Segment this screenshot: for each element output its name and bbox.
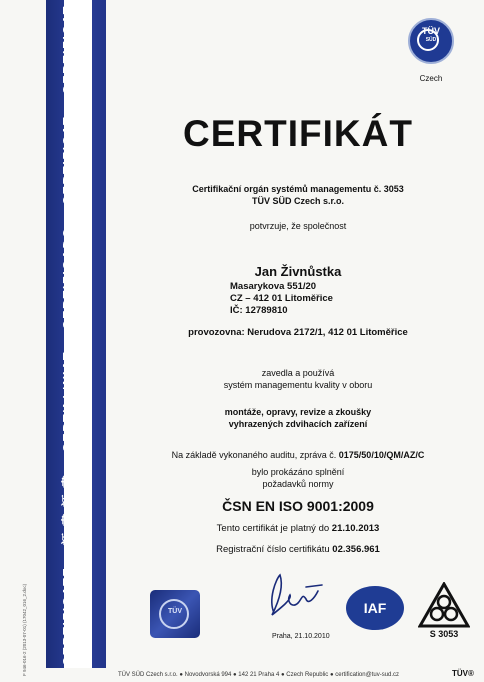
signature-place-date: Praha, 21.10.2010 (272, 633, 330, 640)
issuer-line-1: Certifikační orgán systémů managementu č. 3053 (192, 184, 404, 194)
scope-line-2: vyhrazených zdvihacích zařízení (228, 419, 368, 429)
audit-report-number: 0175/50/10/QM/AZ/C (338, 450, 425, 460)
audit-result-block (128, 466, 468, 490)
confirms-text: potvrzuje, že společnost (249, 221, 347, 231)
company-city: CZ – 412 01 Litoměřice (230, 293, 333, 304)
validity-date: 21.10.2013 (331, 523, 380, 534)
registration-line (128, 544, 468, 555)
logo-mark-text: TÜV (422, 26, 440, 36)
company-address (230, 281, 430, 317)
document-form-code: F 946-016-2 (2013-07-01) (17042_016_2.doc) (22, 583, 27, 676)
iaf-logo (346, 586, 404, 632)
company-name: Jan Živnůstka (254, 264, 342, 279)
company-premises: provozovna: Nerudova 2172/1, 412 01 Litoměřice (188, 327, 408, 338)
logo-sub-text: SÜD (425, 37, 437, 43)
company-ic: IČ: 12789810 (230, 305, 288, 316)
audit-prefix: Na základě vykonaného auditu, zpráva č. (171, 450, 337, 460)
footer-address: TÜV SÜD Czech s.r.o. ● Novodvorská 994 ● 142 21 Praha 4 ● Czech Republic ● certification@tuv-sud.cz (118, 672, 400, 678)
system-block (128, 367, 468, 391)
standard-name: ČSN EN ISO 9001:2009 (222, 498, 374, 514)
accreditation-triangle-icon (418, 582, 470, 630)
scope-block (128, 406, 468, 430)
audit-line (128, 449, 468, 461)
tuv-hologram-badge (150, 590, 200, 638)
system-line-1: zavedla a používá (261, 368, 335, 378)
logo-caption: Czech (419, 74, 443, 83)
certificate-title: CERTIFIKÁT (183, 113, 413, 154)
audit-line-2: bylo prokázáno splnění (251, 467, 345, 477)
decorative-side-band (46, 0, 106, 668)
tuv-sud-logo (404, 18, 458, 90)
audit-line-3: požadavků normy (262, 479, 334, 489)
iaf-text: IAF (363, 600, 387, 616)
registration-prefix: Registrační číslo certifikátu (216, 544, 330, 555)
issuer-block (128, 183, 468, 207)
registration-number: 02.356.961 (332, 544, 380, 555)
validity-prefix: Tento certifikát je platný do (216, 523, 330, 534)
scope-line-1: montáže, opravy, revize a zkoušky (224, 407, 372, 417)
system-line-2: systém managementu kvality v oboru (223, 380, 373, 390)
accreditation-number: S 3053 (429, 629, 459, 639)
accreditation-logo (418, 582, 470, 642)
side-band-text: CERTIFICATE ◆ 証 書 証 書 ◆ СЕРТИФИКАТ ◆ CERTIFICADO ◆ CERTIFICAT ◆ CERTIFICAT (61, 5, 75, 666)
footer-tuv-mark: TÜV® (452, 669, 474, 678)
company-street: Masarykova 551/20 (230, 281, 317, 292)
validity-line (128, 523, 468, 534)
issuer-line-2: TÜV SÜD Czech s.r.o. (251, 196, 345, 206)
handwritten-signature (262, 569, 332, 625)
hologram-label: TÜV (168, 608, 182, 615)
